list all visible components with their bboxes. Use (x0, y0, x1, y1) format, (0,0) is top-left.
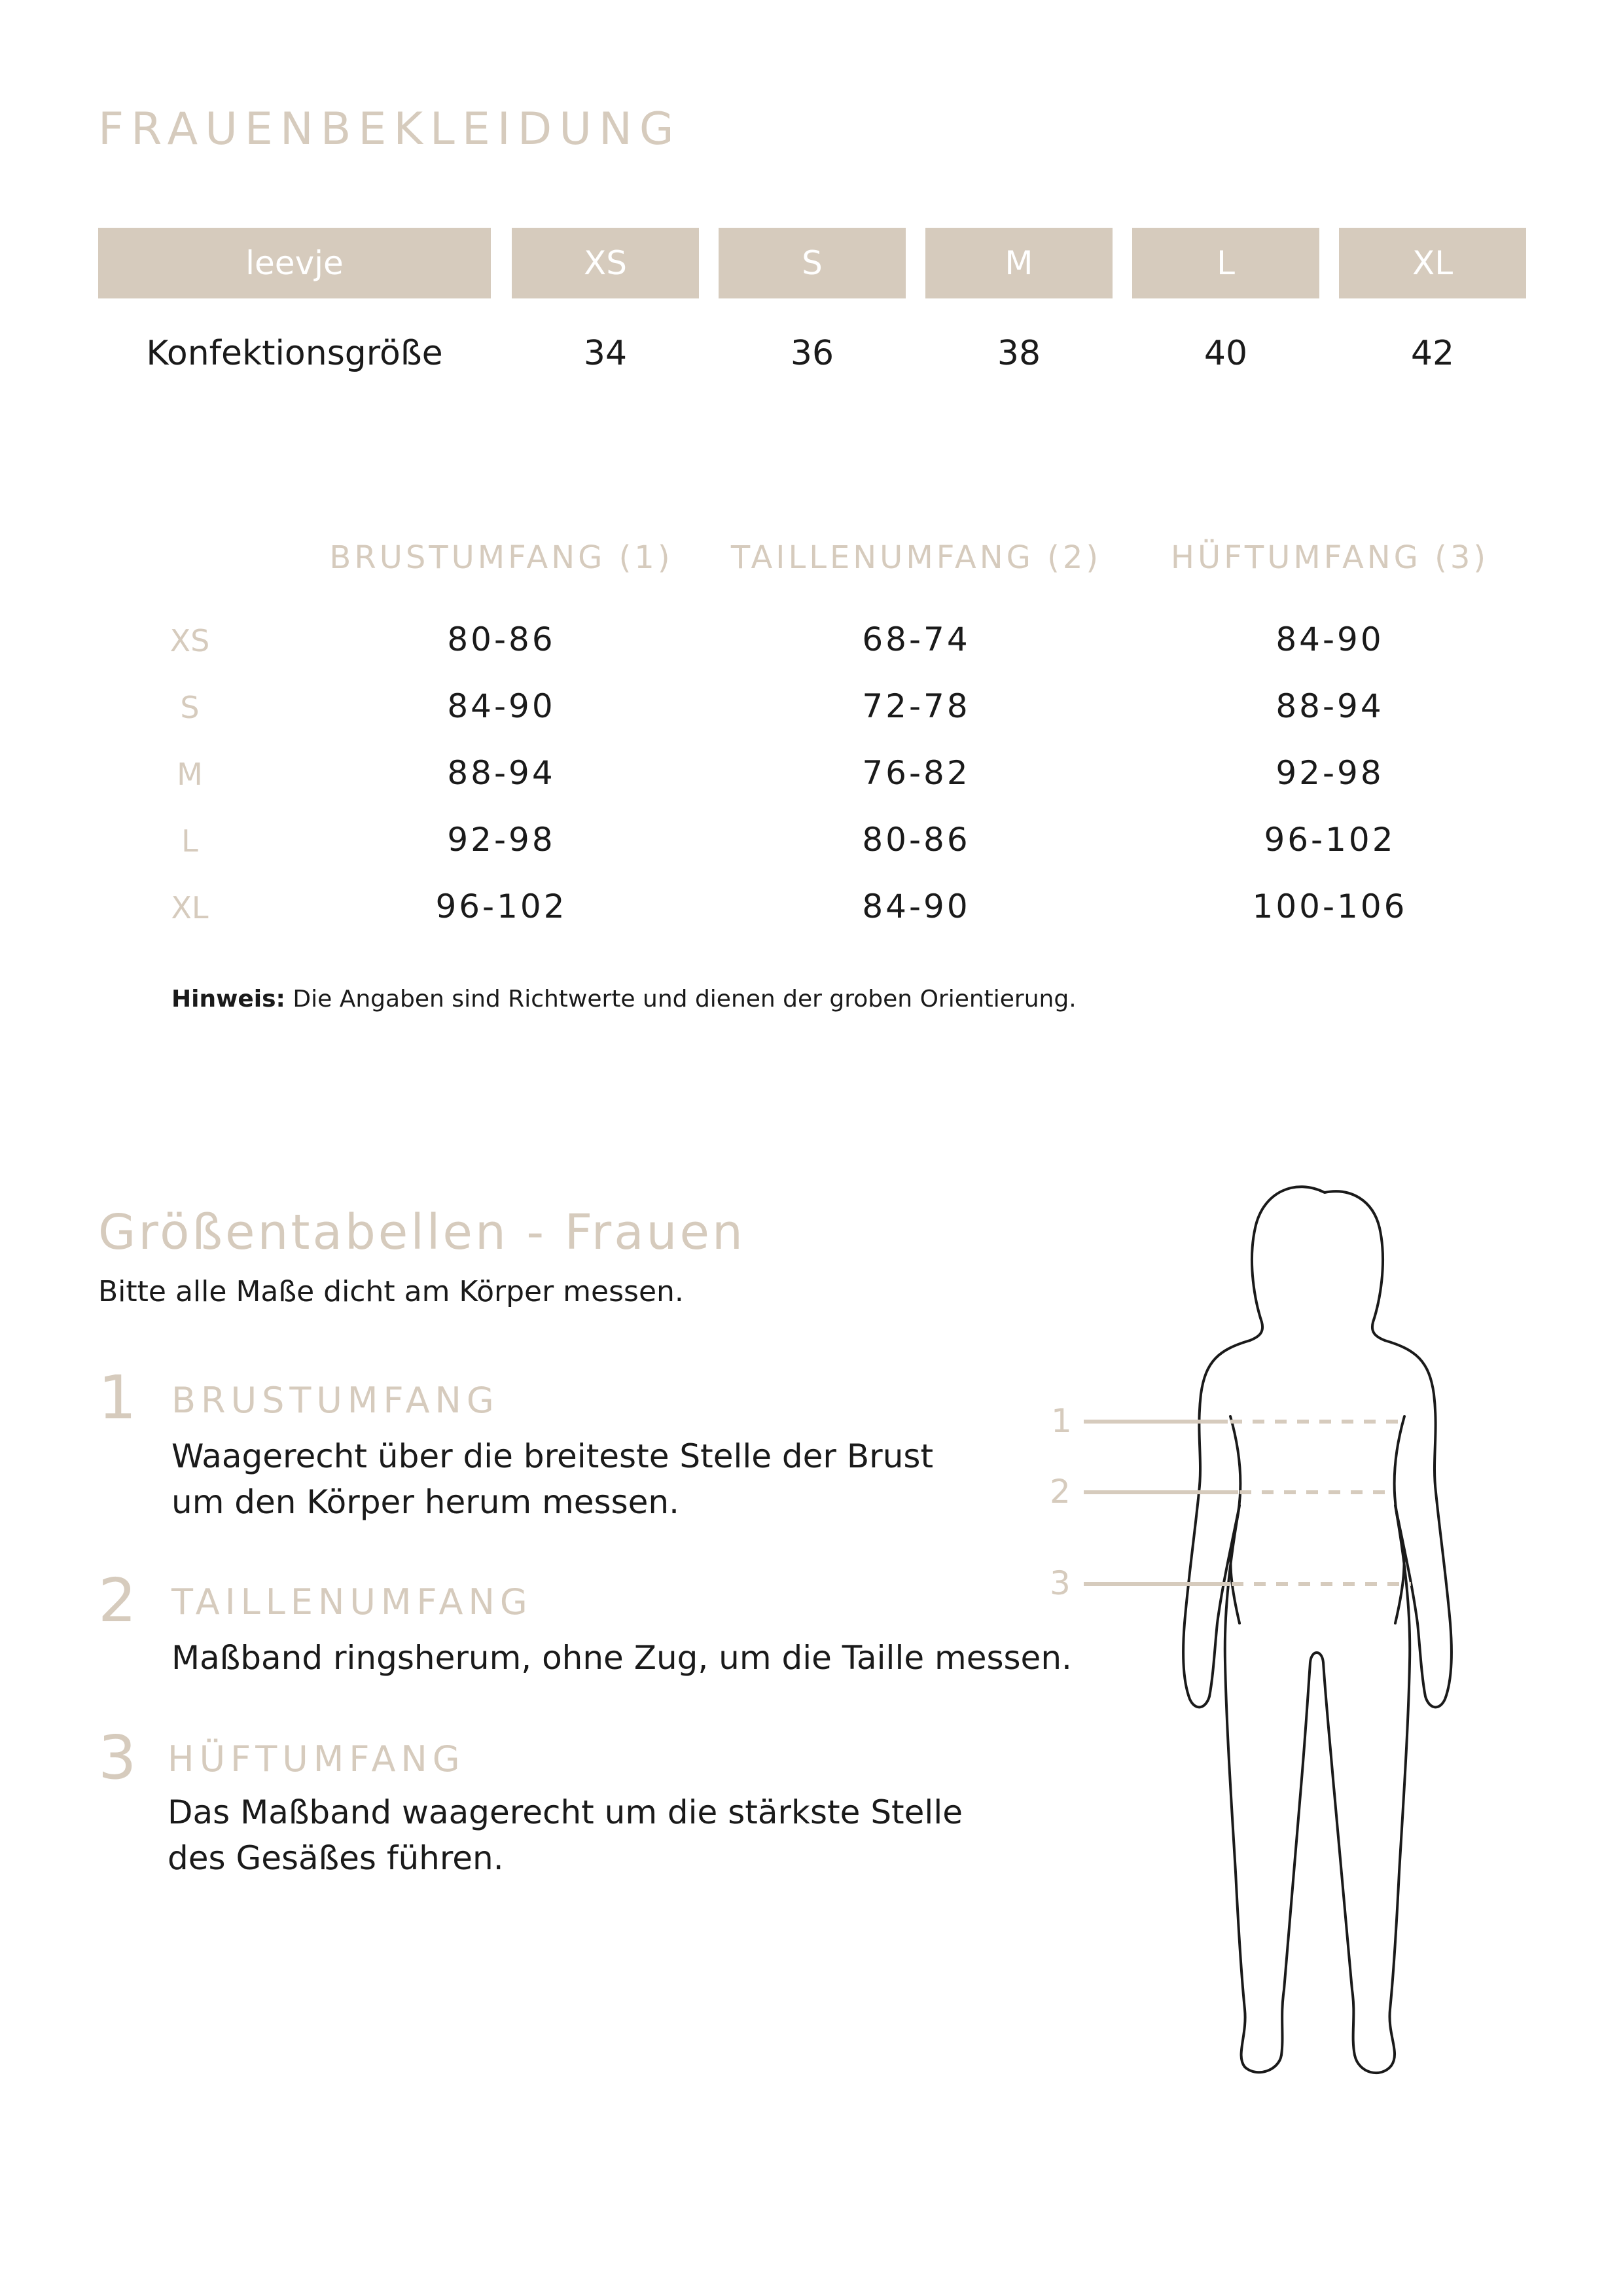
guide-subtitle: Bitte alle Maße dicht am Körper messen. (98, 1275, 684, 1308)
row-size-label: M (177, 757, 203, 792)
marker-2: 2 (1050, 1473, 1071, 1511)
note (171, 986, 1077, 1013)
konfektion-label: Konfektionsgröße (146, 334, 443, 373)
step-heading: BRUSTUMFANG (171, 1380, 499, 1421)
row-size-label: L (181, 823, 198, 859)
cell-chest: 84-90 (447, 687, 556, 725)
konfektion-value-s: 36 (790, 334, 834, 373)
step-heading: HÜFTUMFANG (168, 1738, 465, 1780)
size-header-xl: XL (1339, 228, 1526, 298)
size-header-s: S (719, 228, 906, 298)
step-number: 1 (98, 1363, 137, 1433)
cell-waist: 76-82 (862, 754, 971, 792)
step-number: 3 (98, 1723, 137, 1793)
cell-chest: 80-86 (447, 620, 556, 658)
step-text-line: Das Maßband waagerecht um die stärkste Stelle (168, 1793, 963, 1831)
marker-3: 3 (1050, 1564, 1071, 1602)
cell-waist: 80-86 (862, 821, 971, 859)
size-header-l: L (1132, 228, 1319, 298)
page-title: FRAUENBEKLEIDUNG (98, 103, 681, 155)
row-size-label: XS (169, 623, 210, 658)
cell-chest: 96-102 (435, 888, 567, 925)
brand-header-cell: leevje (98, 228, 491, 298)
step-text-line: um den Körper herum messen. (171, 1483, 679, 1521)
step-number: 2 (98, 1566, 137, 1636)
marker-1: 1 (1051, 1402, 1072, 1440)
konfektion-value-xs: 34 (583, 334, 628, 373)
cell-waist: 68-74 (862, 620, 971, 658)
guide-title: Größentabellen - Frauen (98, 1204, 745, 1261)
size-header-m: M (925, 228, 1113, 298)
konfektion-value-xl: 42 (1410, 334, 1455, 373)
cell-hip: 84-90 (1275, 620, 1384, 658)
step-heading: TAILLENUMFANG (171, 1581, 533, 1623)
cell-waist: 72-78 (862, 687, 971, 725)
column-header-chest: BRUSTUMFANG (1) (329, 539, 673, 576)
konfektion-value-m: 38 (997, 334, 1041, 373)
row-size-label: XL (171, 890, 209, 925)
cell-hip: 92-98 (1275, 754, 1384, 792)
cell-hip: 100-106 (1252, 888, 1408, 925)
cell-chest: 92-98 (447, 821, 556, 859)
step-text-line: des Gesäßes führen. (168, 1839, 504, 1877)
size-header-xs: XS (512, 228, 699, 298)
column-header-hip: HÜFTUMFANG (3) (1170, 539, 1489, 576)
step-text-line: Waagerecht über die breiteste Stelle der Brust (171, 1437, 934, 1475)
cell-chest: 88-94 (447, 754, 556, 792)
cell-hip: 96-102 (1264, 821, 1396, 859)
body-figure (1034, 1165, 1531, 2121)
body-outline (1183, 1187, 1452, 2073)
note-text: Die Angaben sind Richtwerte und dienen der groben Orientierung. (285, 986, 1077, 1013)
cell-hip: 88-94 (1275, 687, 1384, 725)
row-size-label: S (180, 690, 200, 725)
konfektion-value-l: 40 (1204, 334, 1248, 373)
note-label: Hinweis: (171, 986, 285, 1013)
step-text-line: Maßband ringsherum, ohne Zug, um die Taille messen. (171, 1639, 1072, 1677)
cell-waist: 84-90 (862, 888, 971, 925)
column-header-waist: TAILLENUMFANG (2) (730, 539, 1102, 576)
